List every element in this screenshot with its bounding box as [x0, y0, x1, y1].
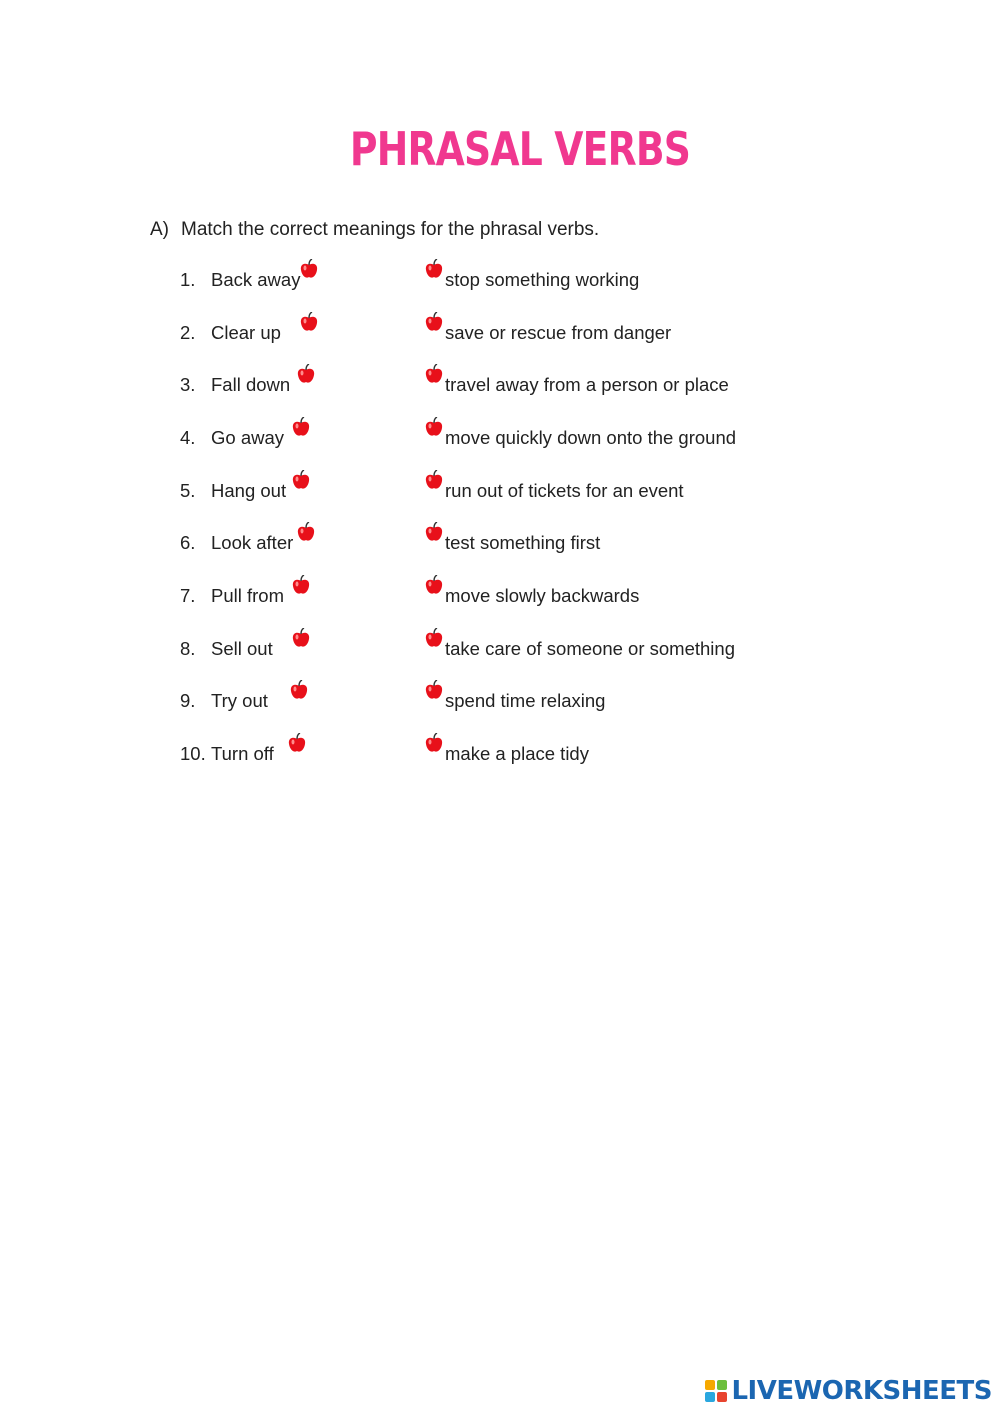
match-row: [0, 322, 1000, 362]
apple-left-connector-icon[interactable]: [292, 575, 310, 595]
match-row: [0, 269, 1000, 309]
apple-right-connector-icon[interactable]: [425, 680, 443, 700]
item-number: 4.: [180, 427, 196, 448]
phrasal-verb: Turn off: [211, 743, 274, 764]
apple-right-connector-icon[interactable]: [425, 470, 443, 490]
phrasal-verb: Back away: [211, 269, 301, 290]
item-number: 10.: [180, 743, 206, 764]
apple-right-connector-icon[interactable]: [425, 312, 443, 332]
instruction: [150, 219, 599, 241]
meaning: test something first: [445, 532, 601, 553]
apple-left-connector-icon[interactable]: [292, 417, 310, 437]
match-row: [0, 532, 1000, 572]
match-row: [0, 374, 1000, 414]
apple-right-connector-icon[interactable]: [425, 259, 443, 279]
phrasal-verb: Look after: [211, 532, 294, 553]
apple-right-connector-icon[interactable]: [425, 733, 443, 753]
apple-right-connector-icon[interactable]: [425, 628, 443, 648]
match-row: [0, 480, 1000, 520]
meaning: save or rescue from danger: [445, 322, 672, 343]
meaning: stop something working: [445, 269, 640, 290]
phrasal-verb: Hang out: [211, 480, 287, 501]
item-number: 7.: [180, 585, 196, 606]
meaning: move slowly backwards: [445, 585, 640, 606]
phrasal-verb: Clear up: [211, 322, 281, 343]
match-row: [0, 743, 1000, 783]
meaning: run out of tickets for an event: [445, 480, 684, 501]
phrasal-verb: Pull from: [211, 585, 284, 606]
match-row: [0, 427, 1000, 467]
brand-name: LIVEWORKSHEETS: [731, 1376, 992, 1406]
item-number: 9.: [180, 690, 196, 711]
phrasal-verb: Go away: [211, 427, 285, 448]
phrasal-verb: Fall down: [211, 374, 291, 395]
logo-mark-icon: [705, 1380, 727, 1402]
meaning: move quickly down onto the ground: [445, 427, 737, 448]
phrasal-verb: Sell out: [211, 638, 273, 659]
apple-left-connector-icon[interactable]: [290, 680, 308, 700]
meaning: take care of someone or something: [445, 638, 735, 659]
apple-left-connector-icon[interactable]: [292, 628, 310, 648]
item-number: 1.: [180, 269, 196, 290]
item-number: 6.: [180, 532, 196, 553]
apple-right-connector-icon[interactable]: [425, 575, 443, 595]
apple-left-connector-icon[interactable]: [292, 470, 310, 490]
meaning: travel away from a person or place: [445, 374, 729, 395]
item-number: 2.: [180, 322, 196, 343]
section-letter: A): [150, 219, 169, 240]
match-row: [0, 690, 1000, 730]
apple-left-connector-icon[interactable]: [300, 312, 318, 332]
item-number: 3.: [180, 374, 196, 395]
item-number: 5.: [180, 480, 196, 501]
apple-right-connector-icon[interactable]: [425, 522, 443, 542]
apple-right-connector-icon[interactable]: [425, 417, 443, 437]
apple-left-connector-icon[interactable]: [288, 733, 306, 753]
instruction-text: Match the correct meanings for the phrasal verbs.: [181, 219, 600, 240]
match-row: [0, 638, 1000, 678]
apple-right-connector-icon[interactable]: [425, 364, 443, 384]
liveworksheets-logo: [705, 1377, 992, 1405]
item-number: 8.: [180, 638, 196, 659]
worksheet-title: PHRASAL VERBS: [349, 122, 691, 176]
meaning: make a place tidy: [445, 743, 589, 764]
match-row: [0, 585, 1000, 625]
phrasal-verb: Try out: [211, 690, 268, 711]
apple-left-connector-icon[interactable]: [300, 259, 318, 279]
apple-left-connector-icon[interactable]: [297, 522, 315, 542]
meaning: spend time relaxing: [445, 690, 606, 711]
apple-left-connector-icon[interactable]: [297, 364, 315, 384]
